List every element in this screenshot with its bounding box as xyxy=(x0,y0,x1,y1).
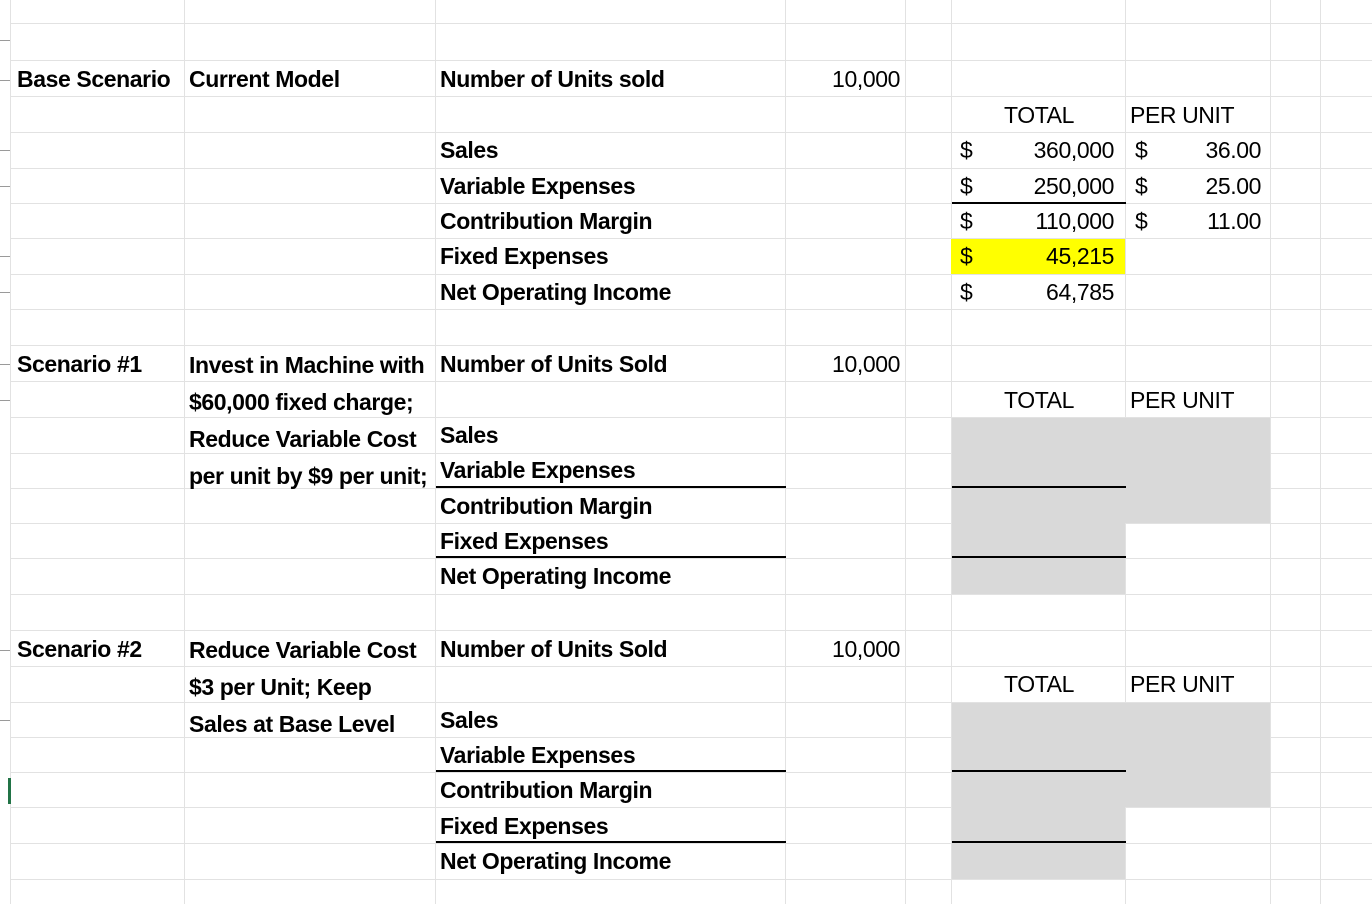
base-variable-expenses-label[interactable]: Variable Expenses xyxy=(440,173,636,199)
s2-variable-expenses-border xyxy=(436,770,786,772)
s1-description[interactable]: Invest in Machine with $60,000 fixed charge; Reduce Variable Cost per unit by $9 per unit; xyxy=(189,352,428,489)
s1-per-unit-header[interactable]: PER UNIT xyxy=(1130,387,1235,413)
gridline xyxy=(0,807,1372,808)
base-model-label[interactable]: Current Model xyxy=(189,66,340,92)
base-contribution-margin-label[interactable]: Contribution Margin xyxy=(440,208,653,234)
s1-units-value[interactable]: 10,000 xyxy=(832,351,900,377)
base-scenario-label[interactable]: Base Scenario xyxy=(17,66,171,92)
s2-scenario-label[interactable]: Scenario #2 xyxy=(17,636,142,662)
s2-total-underline-2 xyxy=(952,841,1126,843)
gridline xyxy=(10,0,11,904)
s2-total-header[interactable]: TOTAL xyxy=(1004,671,1074,697)
base-variable-expenses-per-unit-currency: $ xyxy=(1135,173,1148,199)
gridline xyxy=(0,203,1372,204)
s2-sales-label[interactable]: Sales xyxy=(440,707,499,733)
gridline xyxy=(0,879,1372,880)
base-sales-total[interactable]: 360,000 xyxy=(1033,137,1114,163)
s1-total-underline-2 xyxy=(952,556,1126,558)
gridline xyxy=(184,0,185,904)
s2-net-operating-income-label[interactable]: Net Operating Income xyxy=(440,848,671,874)
gridline xyxy=(0,132,1372,133)
base-contribution-margin-per-unit[interactable]: 11.00 xyxy=(1207,208,1261,234)
s2-variable-expenses-label[interactable]: Variable Expenses xyxy=(440,742,636,768)
row-header-tick xyxy=(0,364,10,365)
gridline xyxy=(0,274,1372,275)
s1-net-operating-income-label[interactable]: Net Operating Income xyxy=(440,563,671,589)
gridline xyxy=(0,309,1372,310)
base-variable-expenses-per-unit[interactable]: 25.00 xyxy=(1205,173,1261,199)
base-net-operating-income-label[interactable]: Net Operating Income xyxy=(440,279,671,305)
gridline xyxy=(0,96,1372,97)
s2-fixed-expenses-label[interactable]: Fixed Expenses xyxy=(440,813,609,839)
s1-total-underline-1 xyxy=(952,486,1126,488)
s1-variable-expenses-label[interactable]: Variable Expenses xyxy=(440,457,636,483)
row-header-tick xyxy=(0,40,10,41)
base-sales-per-unit[interactable]: 36.00 xyxy=(1205,137,1261,163)
s2-input-area[interactable] xyxy=(952,703,1270,807)
s1-contribution-margin-label[interactable]: Contribution Margin xyxy=(440,493,653,519)
gridline xyxy=(435,0,436,904)
row-header-tick xyxy=(0,80,10,81)
s1-input-area[interactable] xyxy=(952,418,1270,523)
gridline xyxy=(0,23,1372,24)
s2-input-area-total[interactable] xyxy=(952,807,1125,879)
gridline xyxy=(1270,0,1271,904)
s1-sales-label[interactable]: Sales xyxy=(440,422,499,448)
s2-total-underline-1 xyxy=(952,770,1126,772)
base-per-unit-header[interactable]: PER UNIT xyxy=(1130,102,1235,128)
gridline xyxy=(0,60,1372,61)
base-contribution-margin-total[interactable]: 110,000 xyxy=(1035,208,1114,234)
base-sales-label[interactable]: Sales xyxy=(440,137,499,163)
s1-total-header[interactable]: TOTAL xyxy=(1004,387,1074,413)
base-contribution-margin-currency: $ xyxy=(960,208,973,234)
s1-scenario-label[interactable]: Scenario #1 xyxy=(17,351,142,377)
s1-variable-expenses-border xyxy=(436,486,786,488)
base-variable-expenses-total[interactable]: 250,000 xyxy=(1033,173,1114,199)
gridline xyxy=(0,238,1372,239)
s1-input-area-total[interactable] xyxy=(952,523,1125,594)
gridline xyxy=(785,0,786,904)
row-header-gutter xyxy=(0,0,10,904)
base-units-value[interactable]: 10,000 xyxy=(832,66,900,92)
base-total-underline xyxy=(952,202,1126,204)
base-sales-currency: $ xyxy=(960,137,973,163)
gridline xyxy=(0,666,1372,667)
gridline xyxy=(0,168,1372,169)
gridline xyxy=(0,523,1372,524)
s2-description-line-1[interactable]: Reduce Variable Cost xyxy=(189,637,417,663)
base-total-header[interactable]: TOTAL xyxy=(1004,102,1074,128)
s2-contribution-margin-label[interactable]: Contribution Margin xyxy=(440,777,653,803)
gridline xyxy=(0,345,1372,346)
base-fixed-expenses-currency: $ xyxy=(960,243,973,269)
row-header-tick xyxy=(0,150,10,151)
active-row-indicator xyxy=(8,778,11,804)
row-header-tick xyxy=(0,650,10,651)
s2-per-unit-header[interactable]: PER UNIT xyxy=(1130,671,1235,697)
row-header-tick xyxy=(0,720,10,721)
s2-fixed-expenses-border xyxy=(436,841,786,843)
base-variable-expenses-currency: $ xyxy=(960,173,973,199)
gridline xyxy=(0,594,1372,595)
s2-units-value[interactable]: 10,000 xyxy=(832,636,900,662)
row-header-tick xyxy=(0,186,10,187)
gridline xyxy=(0,558,1372,559)
base-net-operating-income-total[interactable]: 64,785 xyxy=(1046,279,1114,305)
gridline xyxy=(1320,0,1321,904)
s1-units-label[interactable]: Number of Units Sold xyxy=(440,351,668,377)
base-units-label[interactable]: Number of Units sold xyxy=(440,66,665,92)
row-header-tick xyxy=(0,256,10,257)
row-header-tick xyxy=(0,292,10,293)
s2-description-line-3[interactable]: Sales at Base Level xyxy=(189,711,395,737)
base-net-operating-income-currency: $ xyxy=(960,279,973,305)
s2-units-label[interactable]: Number of Units Sold xyxy=(440,636,668,662)
s1-fixed-expenses-border xyxy=(436,556,786,558)
gridline xyxy=(0,630,1372,631)
s1-fixed-expenses-label[interactable]: Fixed Expenses xyxy=(440,528,609,554)
gridline xyxy=(0,843,1372,844)
row-header-tick xyxy=(0,400,10,401)
base-sales-per-unit-currency: $ xyxy=(1135,137,1148,163)
gridline xyxy=(905,0,906,904)
base-contribution-margin-per-unit-currency: $ xyxy=(1135,208,1148,234)
base-fixed-expenses-label[interactable]: Fixed Expenses xyxy=(440,243,609,269)
s2-description-line-2[interactable]: $3 per Unit; Keep xyxy=(189,674,372,700)
base-fixed-expenses-total[interactable]: 45,215 xyxy=(1046,243,1114,269)
